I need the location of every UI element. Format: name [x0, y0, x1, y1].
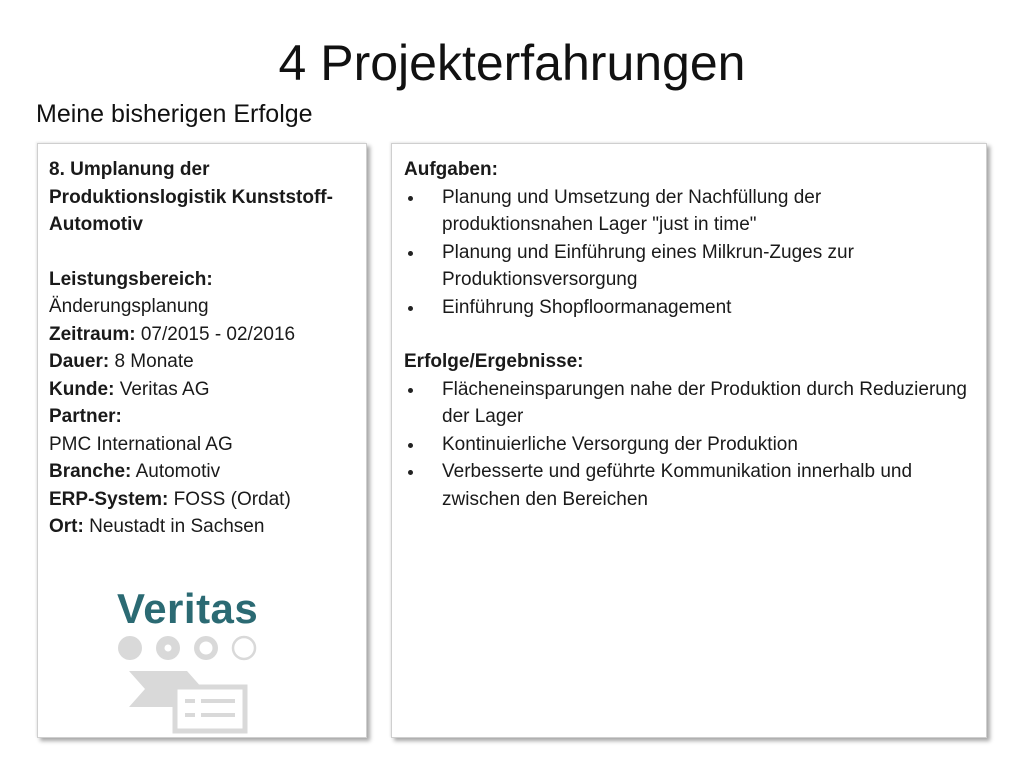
ort-label: Ort: — [49, 516, 84, 537]
branche-value: Automotiv — [131, 461, 221, 482]
bullet-icon — [408, 388, 413, 393]
bullet-icon — [408, 443, 413, 448]
list-item-text: Planung und Umsetzung der Nachfüllung der produktionsnahen Lager "just in time" — [442, 186, 822, 235]
erp-row — [49, 486, 356, 514]
bullet-icon — [408, 196, 413, 201]
zeitraum-label: Zeitraum: — [49, 323, 136, 345]
branche-label: Branche: — [49, 461, 132, 482]
zeitraum-value: 07/2015 - 02/2016 — [135, 323, 296, 345]
erfolge-heading: Erfolge/Ergebnisse: — [404, 351, 584, 372]
logo-doc-line-3 — [185, 713, 195, 717]
logo-circle-3-hole — [200, 642, 213, 655]
spacer — [404, 321, 972, 348]
kunde-row — [49, 376, 356, 404]
dauer-label: Dauer: — [49, 351, 110, 372]
partner-row — [49, 403, 356, 431]
kunde-label: Kunde: — [49, 378, 115, 400]
list-item-text: Flächeneinsparungen nahe der Produktion durch Reduzierung der Lager — [442, 378, 967, 427]
project-title: 8. Umplanung der Produktionslogistik Kunststoff-Automotiv — [49, 159, 333, 235]
aufgaben-list — [404, 184, 972, 322]
list-item — [404, 184, 972, 239]
list-item — [404, 431, 972, 459]
list-item — [404, 294, 972, 322]
list-item-text: Kontinuierliche Versorgung der Produktion — [442, 433, 798, 455]
leistungsbereich-label: Leistungsbereich: — [49, 268, 213, 290]
dauer-row — [49, 348, 356, 376]
erp-value: FOSS (Ordat) — [168, 488, 291, 510]
list-item-text: Verbesserte und geführte Kommunikation innerhalb und zwischen den Bereichen — [442, 461, 913, 510]
ort-value: Neustadt in Sachsen — [83, 516, 265, 537]
partner-label: Partner: — [49, 406, 122, 427]
list-item-text: Planung und Einführung eines Milkrun-Zuges zur Produktionsversorgung — [442, 241, 854, 290]
list-item — [404, 458, 972, 513]
dauer-value: 8 Monate — [109, 351, 194, 372]
project-details-card — [37, 143, 367, 738]
bullet-icon — [408, 470, 413, 475]
logo-circle-2-dot — [165, 645, 172, 652]
leistungsbereich-value: Änderungsplanung — [49, 296, 209, 317]
logo-circle-4 — [233, 637, 255, 659]
logo-doc-line-1 — [185, 699, 195, 703]
bullet-icon — [408, 251, 413, 256]
list-item-text: Einführung Shopfloormanagement — [442, 296, 732, 318]
bullet-icon — [408, 306, 413, 311]
tasks-results-card — [391, 143, 987, 738]
slide-title: 4 Projekterfahrungen — [278, 35, 746, 91]
list-item — [404, 239, 972, 294]
ort-row — [49, 513, 356, 541]
logo-doc-line-4 — [201, 713, 235, 717]
partner-value: PMC International AG — [49, 433, 233, 455]
list-item — [404, 376, 972, 431]
slide-subtitle: Meine bisherigen Erfolge — [36, 100, 313, 128]
veritas-logo-graphic — [117, 635, 267, 735]
logo-circle-1 — [118, 636, 142, 660]
logo-doc-line-2 — [201, 699, 235, 703]
logo-document — [175, 687, 245, 731]
veritas-logo-text: Veritas — [117, 585, 259, 632]
veritas-logo — [117, 585, 267, 735]
zeitraum-row — [49, 321, 356, 349]
erp-label: ERP-System: — [49, 488, 169, 510]
aufgaben-heading: Aufgaben: — [404, 159, 498, 180]
branche-row — [49, 458, 356, 486]
kunde-value: Veritas AG — [114, 378, 210, 400]
leistungsbereich-row — [49, 266, 356, 294]
spacer — [49, 239, 356, 266]
erfolge-list — [404, 376, 972, 514]
